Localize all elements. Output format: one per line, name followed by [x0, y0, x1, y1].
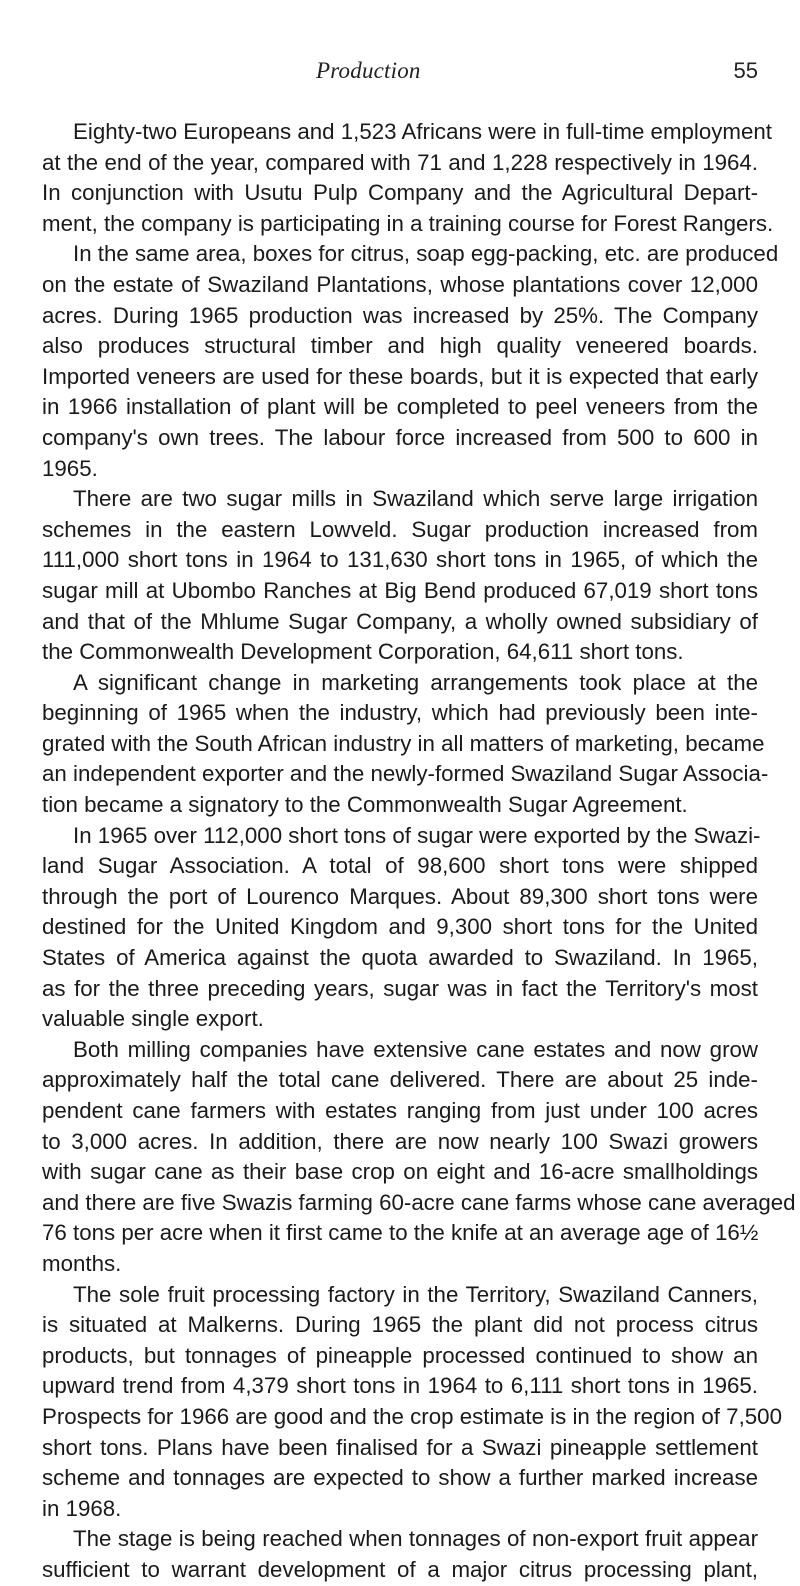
text-line: A significant change in marketing arrangements took place at the — [73, 669, 758, 695]
text-line: short tons. Plans have been finalised for a Swazi pineapple settlement — [42, 1434, 758, 1460]
text-line: There are two sugar mills in Swaziland which serve large irrigation — [73, 486, 758, 512]
paragraph-sugar-mills — [42, 484, 758, 668]
text-line: upward trend from 4,379 short tons in 1964 to 6,111 short tons in 1965. — [42, 1373, 758, 1399]
text-line: approximately half the total cane delivered. There are about 25 inde- — [42, 1067, 758, 1093]
text-line: sufficient to warrant development of a major citrus processing plant, — [42, 1556, 758, 1582]
text-line: Imported veneers are used for these boards, but it is expected that early — [42, 363, 758, 389]
text-line: Prospects for 1966 are good and the crop estimate is in the region of 7,500 — [42, 1403, 782, 1429]
text-line: as for the three preceding years, sugar was in fact the Territory's most — [42, 975, 758, 1001]
paragraph-plantations — [42, 239, 779, 484]
page-number: 55 — [733, 58, 758, 83]
text-line: and there are five Swazis farming 60-acre cane farms whose cane averaged — [42, 1189, 796, 1215]
text-line: products, but tonnages of pineapple processed continued to show an — [42, 1342, 758, 1368]
text-line: 1965. — [42, 455, 98, 481]
text-line: Eighty-two Europeans and 1,523 Africans were in full-time employment — [73, 119, 772, 144]
text-line: pendent cane farmers with estates ranging from just under 100 acres — [42, 1098, 758, 1123]
text-line: 76 tons per acre when it first came to the knife at an average age of 16½ — [42, 1220, 759, 1246]
text-line: ment, the company is participating in a training course for Forest Rangers. — [42, 210, 774, 236]
text-line: In conjunction with Usutu Pulp Company and the Agricultural Depart- — [42, 180, 758, 206]
text-line: months. — [42, 1250, 122, 1276]
text-line: on the estate of Swaziland Plantations, whose plantations cover 12,000 — [42, 271, 758, 297]
text-line: sugar mill at Ubombo Ranches at Big Bend produced 67,019 short tons — [42, 577, 758, 603]
paragraph-exports — [42, 821, 761, 1035]
text-line: schemes in the eastern Lowveld. Sugar production increased from — [42, 516, 758, 542]
paragraph-fruit-processing — [42, 1280, 782, 1525]
paragraph-cane-estates — [42, 1035, 796, 1280]
text-line: The stage is being reached when tonnages of non-export fruit appear — [73, 1526, 758, 1552]
text-line: company's own trees. The labour force increased from 500 to 600 in — [42, 424, 758, 450]
text-line: the Commonwealth Development Corporation, 64,611 short tons. — [42, 639, 684, 665]
text-line: The sole fruit processing factory in the Territory, Swaziland Canners, — [73, 1281, 758, 1307]
text-line: at the end of the year, compared with 71 and 1,228 respectively in 1964. — [42, 149, 758, 175]
text-line: is situated at Malkerns. During 1965 the plant did not process citrus — [42, 1312, 758, 1338]
text-line: Both milling companies have extensive cane estates and now grow — [73, 1036, 758, 1062]
text-line: In 1965 over 112,000 short tons of sugar were exported by the Swazi- — [73, 822, 761, 848]
text-line: with sugar cane as their base crop on eight and 16-acre smallholdings — [42, 1159, 758, 1185]
text-line: scheme and tonnages are expected to show a further marked increase — [42, 1465, 758, 1491]
text-line: tion became a signatory to the Commonwealth Sugar Agreement. — [42, 792, 688, 818]
text-line: States of America against the quota awarded to Swaziland. In 1965, — [42, 945, 758, 971]
text-line: also produces structural timber and high quality veneered boards. — [42, 333, 758, 359]
paragraph-marketing — [42, 668, 769, 821]
text-line: beginning of 1965 when the industry, which had previously been inte- — [42, 700, 758, 726]
text-line: In the same area, boxes for citrus, soap egg-packing, etc. are produced — [73, 241, 779, 267]
paragraph-employment — [42, 117, 774, 239]
body-text — [42, 117, 796, 1586]
text-line: and that of the Mhlume Sugar Company, a wholly owned subsidiary of — [42, 608, 758, 634]
text-line: in 1968. — [42, 1495, 122, 1521]
text-line: to 3,000 acres. In addition, there are now nearly 100 Swazi growers — [42, 1128, 758, 1154]
text-line: in 1966 installation of plant will be completed to peel veneers from the — [42, 394, 758, 420]
text-line: through the port of Lourenco Marques. About 89,300 short tons were — [42, 883, 758, 909]
text-line: an independent exporter and the newly-formed Swaziland Sugar Associa- — [42, 761, 769, 787]
running-title: Production — [316, 58, 421, 83]
text-line: 111,000 short tons in 1964 to 131,630 short tons in 1965, of which the — [42, 547, 758, 573]
paragraph-citrus-plant — [42, 1524, 758, 1585]
text-line: acres. During 1965 production was increased by 25%. The Company — [42, 302, 758, 328]
text-line: valuable single export. — [42, 1006, 264, 1032]
text-line: grated with the South African industry in all matters of marketing, became — [42, 730, 765, 756]
text-line: land Sugar Association. A total of 98,600 short tons were shipped — [42, 853, 758, 879]
text-line: destined for the United Kingdom and 9,300 short tons for the United — [42, 914, 758, 940]
